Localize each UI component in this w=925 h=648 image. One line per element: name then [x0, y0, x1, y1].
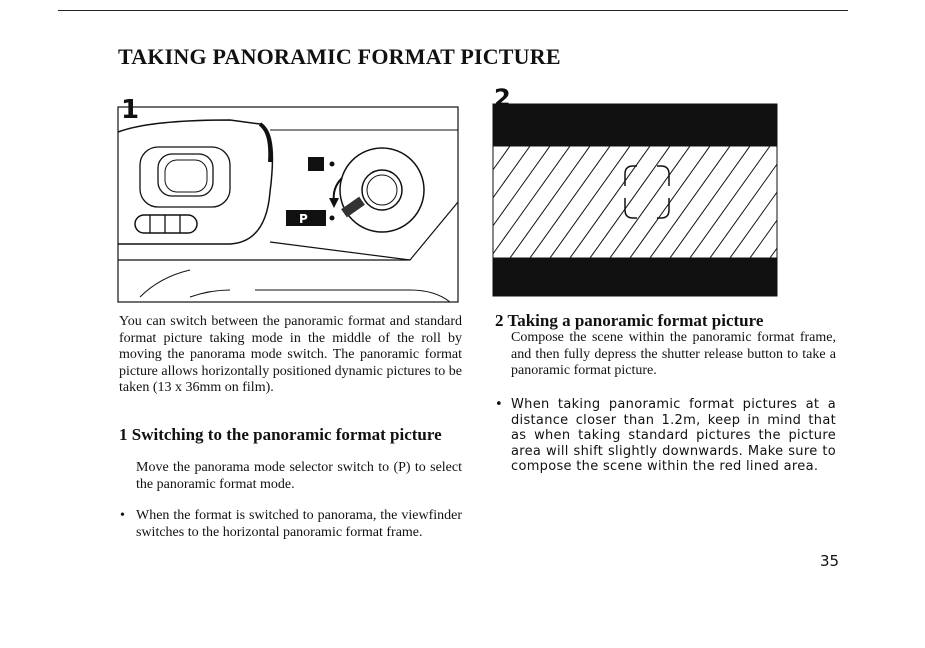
- top-rule: [58, 10, 848, 11]
- figure2-step-number: 2: [494, 86, 511, 112]
- bullet-dot-icon: •: [120, 508, 125, 523]
- section1-body: Move the panorama mode selector switch to (P) to select the panoramic format mode.: [136, 460, 462, 492]
- section2-heading: 2 Taking a panoramic format picture: [495, 311, 764, 330]
- section1-heading: 1 Switching to the panoramic format picture: [119, 425, 442, 444]
- panoramic-viewfinder-illustration: [490, 86, 780, 298]
- section2-body: Compose the scene within the panoramic format frame, and then fully depress the shutter release button to take a panoramic format picture.: [511, 330, 836, 378]
- section1-bullet-text: When the format is switched to panorama, the viewfinder switches to the horizontal panoramic format frame.: [136, 508, 462, 540]
- mode-p-label: P: [299, 212, 308, 226]
- section2-bullet-text: When taking panoramic format pictures at a distance closer than 1.2m, keep in mind that as when taking standard pictures the picture area will shift slightly downwards. Make sure to compose the scene within the red lined area.: [511, 397, 836, 474]
- section2-bullet: [495, 397, 836, 475]
- figure1-step-number: 1: [121, 95, 140, 125]
- section1-bullet: [120, 508, 462, 541]
- camera-switch-illustration: [110, 92, 462, 304]
- page-title: TAKING PANORAMIC FORMAT PICTURE: [118, 44, 561, 69]
- intro-paragraph: You can switch between the panoramic format and standard format picture taking mode in the middle of the roll by moving the panorama mode switch. The panoramic format picture allows horizontally positioned dynamic pictures to be taken (13 x 36mm on film).: [119, 314, 462, 395]
- bullet-dot-icon: •: [495, 397, 503, 412]
- page-number: 35: [820, 552, 840, 570]
